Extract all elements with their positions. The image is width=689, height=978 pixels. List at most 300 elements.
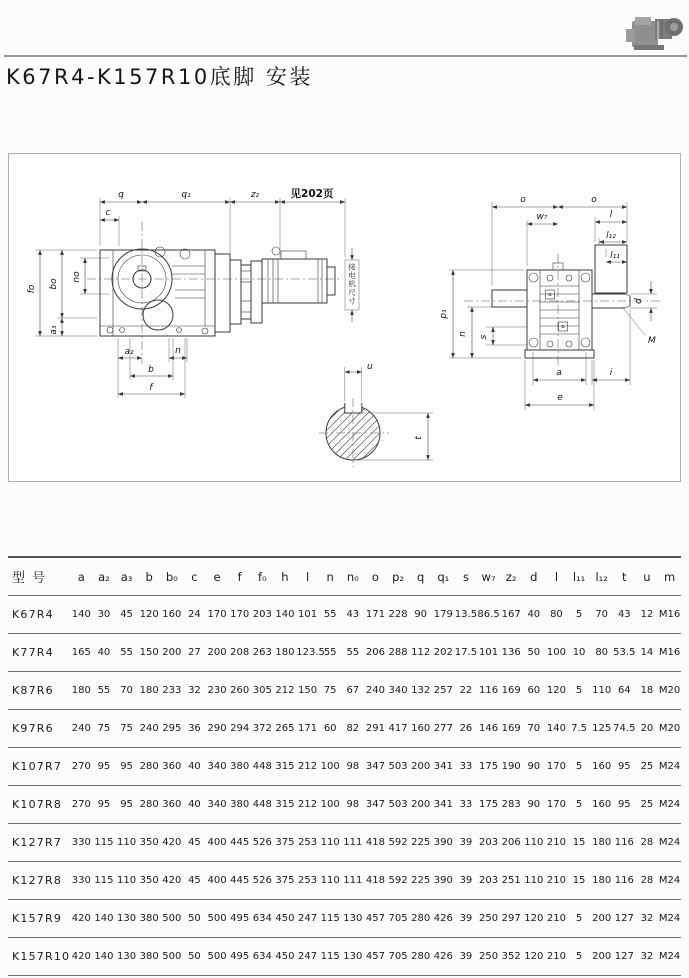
value-cell: 290 [207, 723, 227, 734]
value-cell: 457 [365, 951, 385, 962]
value-cell: 180 [275, 647, 295, 658]
value-cell: 120 [524, 913, 544, 924]
value-cell: 90 [527, 799, 541, 810]
value-cell: 448 [252, 761, 272, 772]
value-cell: 32 [188, 685, 201, 696]
value-cell: 45 [120, 609, 133, 620]
value-cell: 115 [94, 837, 114, 848]
value-cell: 500 [207, 913, 227, 924]
value-cell: 50 [188, 913, 201, 924]
column-header-cell: p₂ [392, 569, 405, 584]
value-cell: 280 [139, 761, 159, 772]
value-cell: 75 [97, 723, 111, 734]
dim-label-a2: a₂ [124, 347, 134, 357]
value-cell: M24 [658, 799, 681, 810]
value-cell: 340 [207, 761, 227, 772]
value-cell: 347 [365, 761, 385, 772]
value-cell: 95 [120, 761, 133, 772]
gearmotor-silhouette [626, 17, 683, 50]
dim-label-a3: a₃ [49, 325, 59, 335]
value-cell: 15 [572, 837, 586, 848]
value-cell: 30 [97, 609, 111, 620]
value-cell: 203 [252, 609, 272, 620]
dim-label-bo: bo [49, 278, 59, 290]
value-cell: 495 [230, 913, 250, 924]
value-cell: 240 [71, 723, 91, 734]
column-header-cell: d [530, 569, 538, 584]
value-cell: 75 [323, 685, 337, 696]
column-header-cell: b [145, 569, 153, 584]
value-cell: 70 [527, 723, 541, 734]
value-cell: 350 [139, 837, 159, 848]
shaft-section [281, 362, 433, 467]
value-cell: 291 [365, 723, 385, 734]
dim-label-l11: l₁₁ [610, 251, 620, 261]
value-cell: 206 [365, 647, 385, 658]
value-cell: 7.5 [571, 723, 588, 734]
dim-label-o-left: o [520, 195, 526, 205]
value-cell: 150 [139, 647, 159, 658]
value-cell: 210 [546, 913, 566, 924]
model-cell: K157R9 [12, 912, 63, 925]
value-cell: 251 [501, 875, 521, 886]
value-cell: 500 [207, 951, 227, 962]
value-cell: 17.5 [454, 647, 478, 658]
value-cell: 39 [459, 837, 473, 848]
value-cell: 380 [230, 761, 250, 772]
value-cell: 110 [320, 875, 340, 886]
dim-label-M: M [648, 336, 656, 346]
value-cell: 350 [139, 875, 159, 886]
value-cell: 101 [479, 647, 499, 658]
dim-label-s: s [479, 334, 489, 340]
value-cell: 111 [343, 837, 363, 848]
value-cell: 140 [546, 723, 566, 734]
model-cell: K77R4 [12, 646, 54, 659]
right-view [439, 195, 661, 410]
value-cell: 127 [614, 951, 634, 962]
value-cell: M24 [658, 875, 681, 886]
value-cell: 50 [188, 951, 201, 962]
value-cell: 705 [388, 951, 408, 962]
value-cell: 32 [640, 913, 654, 924]
value-cell: 341 [433, 761, 453, 772]
value-cell: 390 [433, 875, 453, 886]
value-cell: 380 [139, 951, 159, 962]
value-cell: 140 [94, 951, 114, 962]
value-cell: 140 [275, 609, 295, 620]
value-cell: 253 [298, 837, 318, 848]
value-cell: 82 [346, 723, 360, 734]
value-cell: 125 [592, 723, 612, 734]
value-cell: 12 [640, 609, 654, 620]
value-cell: 294 [230, 723, 250, 734]
value-cell: 123.5 [296, 647, 325, 658]
value-cell: 95 [97, 761, 111, 772]
value-cell: 70 [120, 685, 133, 696]
value-cell: 167 [501, 609, 521, 620]
value-cell: 526 [252, 875, 272, 886]
value-cell: 233 [162, 685, 182, 696]
column-header-cell: f₀ [257, 569, 267, 584]
value-cell: 120 [139, 609, 159, 620]
value-cell: 169 [501, 723, 521, 734]
value-cell: 110 [524, 837, 544, 848]
value-cell: 43 [617, 609, 631, 620]
dim-label-b: b [148, 365, 154, 375]
value-cell: 210 [546, 837, 566, 848]
value-cell: 90 [414, 609, 428, 620]
value-cell: 160 [411, 723, 431, 734]
value-cell: 175 [479, 761, 499, 772]
column-header-cell: a₃ [120, 569, 133, 584]
value-cell: 500 [162, 913, 182, 924]
column-header-cell: a [77, 569, 85, 584]
value-cell: 86.5 [477, 609, 500, 620]
value-cell: 120 [546, 685, 566, 696]
value-cell: 180 [592, 875, 612, 886]
value-cell: 98 [346, 761, 360, 772]
value-cell: 27 [188, 647, 201, 658]
value-cell: M24 [658, 913, 681, 924]
value-cell: 171 [365, 609, 385, 620]
value-cell: 28 [640, 875, 654, 886]
column-header-cell: l [554, 569, 559, 584]
value-cell: 67 [346, 685, 360, 696]
value-cell: 170 [207, 609, 227, 620]
value-cell: 200 [592, 951, 612, 962]
value-cell: 115 [320, 951, 340, 962]
dim-label-t: t [414, 436, 424, 440]
value-cell: 372 [252, 723, 272, 734]
dim-label-fo: fo [27, 284, 37, 294]
value-cell: 253 [298, 875, 318, 886]
column-header-cell: l₁₂ [595, 569, 608, 584]
value-cell: 270 [71, 799, 91, 810]
value-cell: 25 [640, 799, 654, 810]
dim-label-o-right: o [591, 195, 597, 205]
value-cell: 64 [617, 685, 631, 696]
value-cell: 240 [139, 723, 159, 734]
value-cell: 212 [298, 761, 318, 772]
value-cell: 101 [298, 609, 318, 620]
table-header-row [8, 558, 681, 596]
dim-label-c: c [105, 208, 111, 218]
model-cell: K107R8 [12, 798, 63, 811]
value-cell: M20 [658, 723, 681, 734]
value-cell: 240 [365, 685, 385, 696]
value-cell: 22 [459, 685, 473, 696]
value-cell: 130 [343, 913, 363, 924]
value-cell: 180 [139, 685, 159, 696]
value-cell: 171 [298, 723, 318, 734]
value-cell: M24 [658, 837, 681, 848]
value-cell: 360 [162, 761, 182, 772]
value-cell: 200 [162, 647, 182, 658]
value-cell: 5 [575, 951, 583, 962]
table-row [8, 634, 681, 672]
model-header-cell: 型号 [12, 571, 53, 586]
value-cell: 180 [71, 685, 91, 696]
value-cell: 295 [162, 723, 182, 734]
value-cell: 315 [275, 799, 295, 810]
value-cell: 270 [71, 761, 91, 772]
value-cell: 26 [459, 723, 473, 734]
see-page-note: 见202页 [290, 188, 334, 200]
value-cell: 210 [546, 951, 566, 962]
value-cell: 39 [459, 875, 473, 886]
value-cell: 450 [275, 951, 295, 962]
value-cell: 592 [388, 875, 408, 886]
value-cell: 13.5 [454, 609, 478, 620]
value-cell: 45 [188, 875, 201, 886]
value-cell: 15 [572, 875, 586, 886]
value-cell: 169 [501, 685, 521, 696]
value-cell: 375 [275, 837, 295, 848]
value-cell: 200 [411, 761, 431, 772]
value-cell: 330 [71, 875, 91, 886]
dim-label-p1: p₁ [439, 309, 449, 319]
value-cell: 100 [320, 761, 340, 772]
value-cell: 280 [411, 951, 431, 962]
column-header-cell: q₁ [437, 569, 450, 584]
dim-label-q1: q₁ [181, 190, 191, 200]
value-cell: M24 [658, 761, 681, 772]
column-header-cell: h [281, 569, 289, 584]
value-cell: 55 [323, 647, 337, 658]
value-cell: 140 [94, 913, 114, 924]
dim-label-d: d [634, 298, 644, 304]
model-cell: K87R6 [12, 684, 54, 697]
value-cell: 110 [320, 837, 340, 848]
value-cell: 450 [275, 913, 295, 924]
column-header-cell: b₀ [165, 569, 178, 584]
value-cell: 380 [139, 913, 159, 924]
value-cell: 592 [388, 837, 408, 848]
value-cell: 247 [298, 951, 318, 962]
value-cell: 250 [479, 951, 499, 962]
value-cell: 98 [346, 799, 360, 810]
column-header-cell: o [371, 569, 379, 584]
value-cell: 5 [575, 685, 583, 696]
value-cell: 228 [388, 609, 408, 620]
value-cell: 206 [501, 837, 521, 848]
value-cell: 53.5 [613, 647, 636, 658]
dim-label-u: u [367, 362, 373, 372]
value-cell: 288 [388, 647, 408, 658]
model-cell: K127R8 [12, 874, 63, 887]
value-cell: 100 [546, 647, 566, 658]
column-header-cell: u [643, 569, 651, 584]
value-cell: 55 [120, 647, 133, 658]
value-cell: 136 [501, 647, 521, 658]
column-header-cell: c [191, 569, 198, 584]
value-cell: 445 [230, 837, 250, 848]
value-cell: 5 [575, 609, 583, 620]
value-cell: 352 [501, 951, 521, 962]
column-header-cell: l [305, 569, 310, 584]
value-cell: 5 [575, 761, 583, 772]
value-cell: 375 [275, 875, 295, 886]
value-cell: 160 [162, 609, 182, 620]
value-cell: 150 [298, 685, 318, 696]
column-header-cell: q [417, 569, 425, 584]
product-photo-gearmotor [622, 5, 686, 61]
value-cell: 495 [230, 951, 250, 962]
value-cell: 170 [230, 609, 250, 620]
value-cell: 111 [343, 875, 363, 886]
value-cell: 75 [120, 723, 133, 734]
value-cell: 420 [71, 951, 91, 962]
value-cell: 14 [640, 647, 654, 658]
value-cell: 132 [411, 685, 431, 696]
value-cell: 277 [433, 723, 453, 734]
value-cell: 347 [365, 799, 385, 810]
value-cell: 260 [230, 685, 250, 696]
value-cell: 179 [433, 609, 453, 620]
value-cell: 130 [343, 951, 363, 962]
value-cell: 634 [252, 913, 272, 924]
value-cell: 247 [298, 913, 318, 924]
value-cell: 5 [575, 799, 583, 810]
value-cell: 315 [275, 761, 295, 772]
value-cell: 175 [479, 799, 499, 810]
value-cell: 116 [614, 837, 634, 848]
value-cell: 33 [459, 799, 473, 810]
value-cell: 160 [592, 799, 612, 810]
model-cell: K127R7 [12, 836, 63, 849]
value-cell: 40 [527, 609, 541, 620]
value-cell: 5 [575, 913, 583, 924]
value-cell: 340 [207, 799, 227, 810]
value-cell: 55 [346, 647, 360, 658]
column-header-cell: a₂ [98, 569, 110, 584]
value-cell: 100 [320, 799, 340, 810]
value-cell: 190 [501, 761, 521, 772]
value-cell: M20 [658, 685, 681, 696]
value-cell: 80 [595, 647, 609, 658]
column-header-cell: t [622, 569, 627, 584]
value-cell: 426 [433, 913, 453, 924]
dim-label-l12: l₁₂ [606, 231, 616, 241]
value-cell: 24 [188, 609, 201, 620]
value-cell: 95 [617, 761, 631, 772]
model-cell: K67R4 [12, 608, 54, 621]
value-cell: 70 [595, 609, 609, 620]
value-cell: 280 [139, 799, 159, 810]
dim-label-n-right: n [458, 331, 468, 337]
value-cell: 110 [117, 837, 137, 848]
value-cell: 208 [230, 647, 250, 658]
value-cell: 160 [592, 761, 612, 772]
value-cell: 360 [162, 799, 182, 810]
value-cell: 400 [207, 837, 227, 848]
value-cell: 283 [501, 799, 521, 810]
column-header-cell: m [663, 569, 676, 584]
column-header-cell: z₂ [505, 569, 517, 584]
column-header-cell: f [237, 569, 242, 584]
value-cell: 341 [433, 799, 453, 810]
value-cell: 45 [188, 837, 201, 848]
value-cell: 390 [433, 837, 453, 848]
dim-label-q: q [118, 190, 124, 200]
value-cell: 36 [188, 723, 201, 734]
value-cell: 297 [501, 913, 521, 924]
value-cell: 420 [71, 913, 91, 924]
dim-label-f: f [149, 383, 153, 393]
table-row [8, 938, 681, 976]
value-cell: 457 [365, 913, 385, 924]
value-cell: 340 [388, 685, 408, 696]
value-cell: 120 [524, 951, 544, 962]
dim-label-w7: w₇ [536, 212, 548, 222]
page-title: K67R4-K157R10底脚 安装 [6, 65, 313, 89]
table-row [8, 824, 681, 862]
value-cell: 305 [252, 685, 272, 696]
column-header-cell: n₀ [346, 569, 359, 584]
value-cell: 420 [162, 837, 182, 848]
motor-dim-note: 接电机尺寸 [347, 263, 357, 306]
dim-label-a: a [556, 368, 562, 378]
technical-drawing [9, 154, 678, 479]
value-cell: 200 [207, 647, 227, 658]
value-cell: 448 [252, 799, 272, 810]
dim-label-no: no [72, 271, 82, 283]
table-row [8, 748, 681, 786]
value-cell: 115 [320, 913, 340, 924]
value-cell: 280 [411, 913, 431, 924]
value-cell: 265 [275, 723, 295, 734]
left-view [27, 187, 359, 398]
column-header-cell: s [462, 569, 469, 584]
value-cell: 140 [71, 609, 91, 620]
value-cell: 203 [479, 837, 499, 848]
value-cell: 180 [592, 837, 612, 848]
value-cell: 32 [640, 951, 654, 962]
value-cell: 33 [459, 761, 473, 772]
value-cell: 503 [388, 799, 408, 810]
value-cell: 116 [479, 685, 499, 696]
value-cell: 330 [71, 837, 91, 848]
value-cell: 250 [479, 913, 499, 924]
table-row [8, 672, 681, 710]
dimension-table [8, 556, 681, 976]
value-cell: 200 [592, 913, 612, 924]
column-header-cell: w₇ [481, 569, 496, 584]
value-cell: 146 [479, 723, 499, 734]
value-cell: 263 [252, 647, 272, 658]
value-cell: 418 [365, 875, 385, 886]
dim-label-l: l [609, 210, 613, 220]
value-cell: 634 [252, 951, 272, 962]
value-cell: 116 [614, 875, 634, 886]
value-cell: 445 [230, 875, 250, 886]
value-cell: 230 [207, 685, 227, 696]
value-cell: 130 [117, 913, 137, 924]
value-cell: 500 [162, 951, 182, 962]
value-cell: 74.5 [613, 723, 636, 734]
value-cell: 40 [97, 647, 111, 658]
dim-label-e: e [557, 393, 563, 403]
dim-label-i: i [609, 368, 613, 378]
value-cell: 20 [640, 723, 654, 734]
value-cell: 50 [527, 647, 541, 658]
value-cell: 60 [323, 723, 337, 734]
value-cell: 130 [117, 951, 137, 962]
value-cell: 60 [527, 685, 541, 696]
value-cell: 200 [411, 799, 431, 810]
value-cell: 212 [298, 799, 318, 810]
